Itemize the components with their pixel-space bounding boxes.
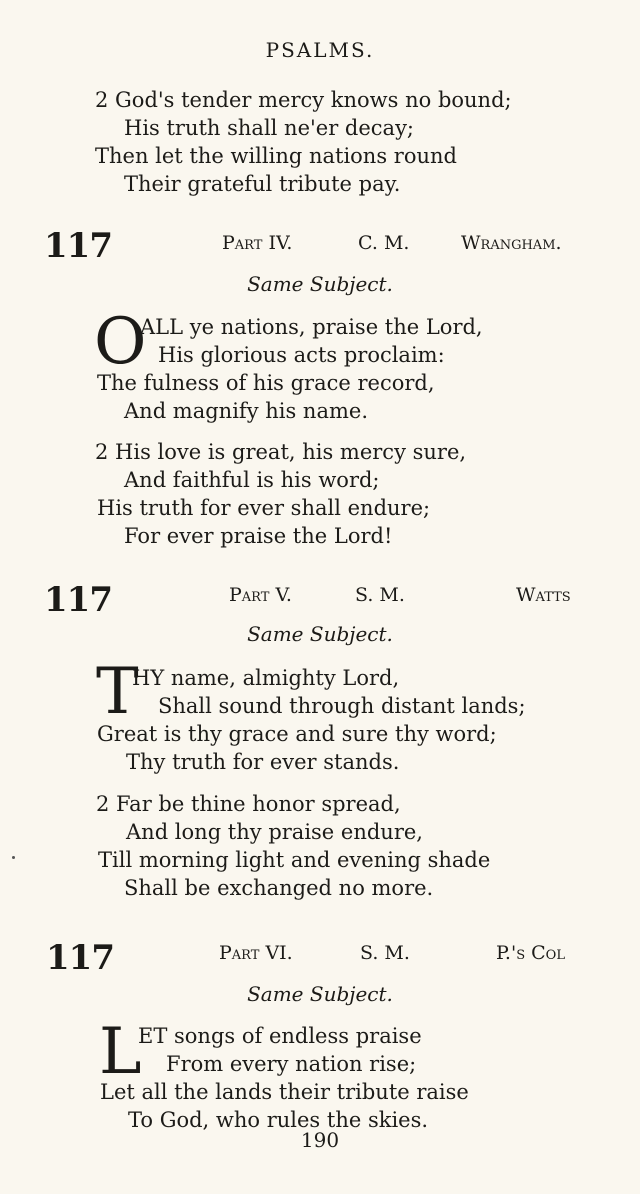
verse-line: Their grateful tribute pay.	[124, 172, 401, 196]
hymn-meter: S. M.	[355, 584, 405, 606]
verse-line: 2 His love is great, his mercy sure,	[95, 440, 467, 464]
hymn-author: Watts	[516, 584, 571, 606]
hymn-subject: Same Subject.	[247, 272, 393, 296]
verse-line: Let all the lands their tribute raise	[100, 1080, 469, 1104]
hymn-author: P.'s Col	[496, 942, 565, 964]
verse-line: From every nation rise;	[166, 1052, 417, 1076]
hymn-number: 117	[44, 226, 112, 266]
verse-line: 2 God's tender mercy knows no bound;	[95, 88, 512, 112]
verse-line: For ever praise the Lord!	[124, 524, 393, 548]
verse-line: Shall sound through distant lands;	[158, 694, 526, 718]
hymn-number: 117	[46, 938, 114, 978]
verse-line: His glorious acts proclaim:	[158, 343, 445, 367]
verse-line: Till morning light and evening shade	[98, 848, 491, 872]
ink-speck	[12, 856, 15, 859]
verse-line: ALL ye nations, praise the Lord,	[140, 315, 483, 339]
drop-cap: T	[96, 655, 139, 729]
drop-cap: L	[99, 1015, 142, 1089]
page-number: 190	[300, 1128, 340, 1152]
hymn-author: Wrangham.	[461, 232, 562, 254]
verse-line: 2 Far be thine honor spread,	[96, 792, 401, 816]
hymn-part: Part IV.	[222, 232, 293, 254]
verse-line: To God, who rules the skies.	[128, 1108, 429, 1132]
verse-line: His truth for ever shall endure;	[97, 496, 431, 520]
hymn-part: Part VI.	[219, 942, 293, 964]
verse-line: Great is thy grace and sure thy word;	[97, 722, 497, 746]
verse-line: ET songs of endless praise	[138, 1024, 422, 1048]
verse-line: HY name, almighty Lord,	[132, 666, 400, 690]
verse-line: And magnify his name.	[124, 399, 368, 423]
verse-line: The fulness of his grace record,	[97, 371, 435, 395]
verse-line: Shall be exchanged no more.	[124, 876, 434, 900]
verse-line: Thy truth for ever stands.	[126, 750, 400, 774]
verse-line: And faithful is his word;	[124, 468, 380, 492]
hymn-subject: Same Subject.	[247, 622, 393, 646]
hymn-part: Part V.	[229, 584, 292, 606]
hymn-meter: C. M.	[358, 232, 410, 254]
drop-cap: O	[94, 305, 147, 379]
verse-line: His truth shall ne'er decay;	[124, 116, 415, 140]
hymn-subject: Same Subject.	[247, 982, 393, 1006]
verse-line: And long thy praise endure,	[126, 820, 423, 844]
hymn-meter: S. M.	[360, 942, 410, 964]
verse-line: Then let the willing nations round	[95, 144, 457, 168]
running-header: PSALMS.	[265, 38, 375, 62]
hymn-number: 117	[44, 580, 112, 620]
